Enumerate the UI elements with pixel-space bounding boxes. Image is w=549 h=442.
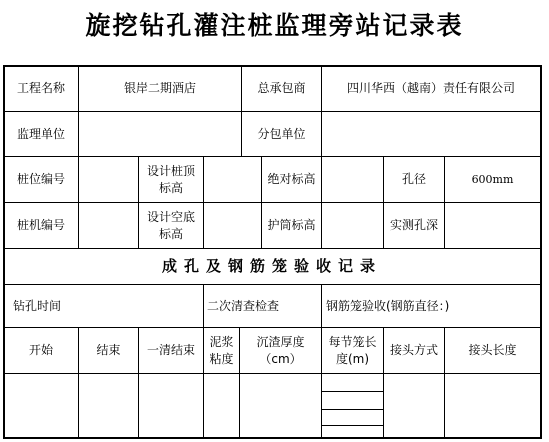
pile-no-label: 桩位编号 — [16, 172, 65, 186]
sub-row-line — [321, 391, 383, 392]
sediment-thickness-label-line2: （cm） — [259, 351, 302, 366]
design-pile-top-label-line1: 设计桩顶 — [146, 163, 195, 178]
sediment-thickness-label-line1: 沉渣厚度 — [256, 334, 305, 349]
hole-diameter-value: 600mm — [471, 173, 514, 186]
start-value[interactable] — [4, 374, 78, 437]
design-pile-top-value[interactable] — [204, 157, 261, 202]
section-title: 成孔及钢筋笼验收记录 — [161, 257, 382, 275]
project-name-value: 银岸二期酒店 — [123, 81, 196, 95]
project-name-label: 工程名称 — [16, 81, 65, 95]
measured-depth-value[interactable] — [445, 203, 540, 248]
end-value[interactable] — [79, 374, 138, 437]
table-border-bottom — [3, 437, 542, 439]
sediment-thickness-value[interactable] — [240, 374, 321, 437]
casing-elevation-value[interactable] — [322, 203, 383, 248]
joint-length-label: 接头长度 — [468, 343, 517, 357]
mud-viscosity-label-line1: 泥浆 — [209, 334, 234, 349]
drilling-time-label: 钻孔时间 — [13, 298, 62, 313]
rig-no-label: 桩机编号 — [16, 218, 65, 232]
sub-row-line — [321, 409, 383, 410]
mud-viscosity-label-line2: 粘度 — [209, 351, 234, 366]
design-empty-bottom-value[interactable] — [204, 203, 261, 248]
sediment-thickness-label — [240, 328, 321, 373]
joint-method-value[interactable] — [384, 374, 444, 437]
casing-elevation-label: 护筒标高 — [267, 218, 316, 232]
cage-length-label — [322, 328, 383, 373]
end-label: 结束 — [96, 343, 121, 357]
supervision-unit-label: 监理单位 — [16, 126, 65, 141]
first-clean-end-value[interactable] — [139, 374, 203, 437]
subcontractor-label: 分包单位 — [257, 126, 306, 141]
design-empty-bottom-label-line1: 设计空底 — [146, 209, 195, 224]
first-clean-end-label: 一清结束 — [146, 343, 195, 357]
table-border-right — [540, 65, 542, 439]
design-empty-bottom-label-line2: 标高 — [158, 226, 183, 241]
design-pile-top-label — [139, 157, 203, 202]
cage-length-label-line1: 每节笼长 — [328, 334, 377, 349]
mud-viscosity-label — [204, 328, 239, 373]
absolute-elevation-label: 绝对标高 — [267, 172, 316, 186]
second-cleaning-label: 二次清查检查 — [207, 298, 280, 313]
general-contractor-label: 总承包商 — [257, 81, 306, 95]
pile-no-value[interactable] — [79, 157, 138, 202]
page-title: 旋挖钻孔灌注桩监理旁站记录表 — [85, 11, 464, 40]
cage-length-label-line2: 度(m) — [335, 351, 370, 366]
general-contractor-value: 四川华西（越南）责任有限公司 — [346, 81, 515, 95]
absolute-elevation-value[interactable] — [322, 157, 383, 202]
supervision-unit-value[interactable] — [79, 112, 241, 156]
cage-acceptance-label: 钢筋笼验收(钢筋直径：) — [326, 298, 450, 313]
sub-row-line — [321, 425, 383, 426]
measured-depth-label: 实测孔深 — [389, 218, 438, 232]
design-empty-bottom-label — [139, 203, 203, 248]
hole-diameter-label: 孔径 — [401, 172, 426, 186]
mud-viscosity-value[interactable] — [204, 374, 239, 437]
start-label: 开始 — [28, 343, 53, 357]
joint-length-value[interactable] — [445, 374, 540, 437]
rig-no-value[interactable] — [79, 203, 138, 248]
record-table — [3, 65, 542, 439]
joint-method-label: 接头方式 — [389, 343, 438, 357]
design-pile-top-label-line2: 标高 — [158, 180, 183, 195]
subcontractor-value[interactable] — [322, 112, 540, 156]
